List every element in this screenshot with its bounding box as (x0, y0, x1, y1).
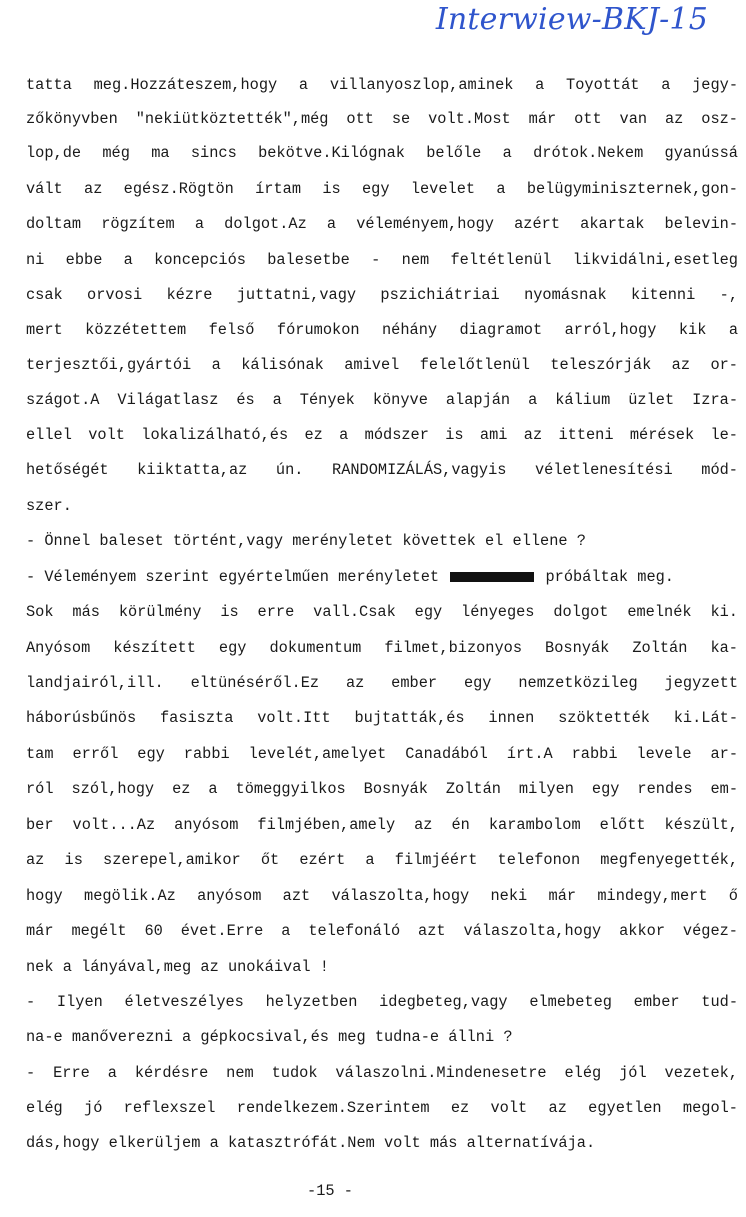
text-line: nek a lányával,meg az unokáival ! (26, 958, 329, 976)
text-line: háborúsbűnös fasiszta volt.Itt bujtatták,és innen szöktették ki.Lát- (26, 709, 738, 727)
text-line: doltam rögzítem a dolgot.Az a véleményem,hogy azért akartak belevin- (26, 215, 738, 233)
answer-line-start: - Véleményem szerint egyértelműen merényletet (26, 568, 440, 586)
text-line: Anyósom készített egy dokumentum filmet,bizonyos Bosnyák Zoltán ka- (26, 639, 738, 657)
text-line: már megélt 60 évet.Erre a telefonáló azt válaszolta,hogy akkor végez- (26, 922, 738, 940)
text-line: szer. (26, 497, 72, 515)
text-line: ellel volt lokalizálható,és ez a módszer is ami az itteni mérések le- (26, 426, 738, 444)
question-line: na-e manőverezni a gépkocsival,és meg tudna-e állni ? (26, 1028, 513, 1046)
text-line: mert közzétettem felső fórumokon néhány diagramot arról,hogy kik a (26, 321, 738, 339)
document-header: Interwiew-BKJ-15 (435, 2, 708, 37)
text-line: Sok más körülmény is erre vall.Csak egy lényeges dolgot emelnék ki. (26, 603, 738, 621)
answer-line-redacted (26, 562, 738, 592)
text-line: hetőségét kiiktatta,az ún. RANDOMIZÁLÁS,vagyis véletlenesítési mód- (26, 461, 738, 479)
text-line: lop,de még ma sincs bekötve.Kilógnak belőle a drótok.Nekem gyanússá (26, 144, 738, 162)
answer-line: - Erre a kérdésre nem tudok válaszolni.Mindenesetre elég jól vezetek, (26, 1064, 738, 1082)
question-line: - Önnel baleset történt,vagy merényletet követtek el ellene ? (26, 532, 586, 550)
answer-line-end: próbáltak meg. (545, 568, 674, 586)
question-line: - Ilyen életveszélyes helyzetben idegbeteg,vagy elmebeteg ember tud- (26, 993, 738, 1011)
page-number: -15 - (307, 1182, 353, 1200)
text-line: ni ebbe a koncepciós balesetbe - nem feltétlenül likvidálni,esetleg (26, 251, 738, 269)
text-line: csak orvosi kézre juttatni,vagy pszichiátriai nyomásnak kitenni -, (26, 286, 738, 304)
text-line: zőkönyvben "nekiütköztették",még ott se volt.Most már ott van az osz- (26, 110, 738, 128)
text-line: landjairól,ill. eltünéséről.Ez az ember egy nemzetközileg jegyzett (26, 674, 738, 692)
text-line: ber volt...Az anyósom filmjében,amely az én karambolom előtt készült, (26, 816, 738, 834)
text-line: terjesztői,gyártói a kálisónak amivel felelőtlenül teleszórják az or- (26, 356, 738, 374)
text-line: ról szól,hogy ez a tömeggyilkos Bosnyák Zoltán milyen egy rendes em- (26, 780, 738, 798)
text-line: hogy megölik.Az anyósom azt válaszolta,hogy neki már mindegy,mert ő (26, 887, 738, 905)
text-line: dás,hogy elkerüljem a katasztrófát.Nem volt más alternatívája. (26, 1134, 596, 1152)
text-line: elég jó reflexszel rendelkezem.Szerintem ez volt az egyetlen megol- (26, 1099, 738, 1117)
text-line: az is szerepel,amikor őt ezért a filmjéért telefonon megfenyegették, (26, 851, 738, 869)
text-line: vált az egész.Rögtön írtam is egy levelet a belügyminiszternek,gon- (26, 180, 738, 198)
text-line: tam erről egy rabbi levelét,amelyet Canadából írt.A rabbi levele ar- (26, 745, 738, 763)
text-line: tatta meg.Hozzáteszem,hogy a villanyoszlop,aminek a Toyottát a jegy- (26, 76, 738, 94)
text-line: szágot.A Világatlasz és a Tények könyve alapján a kálium üzlet Izra- (26, 391, 738, 409)
redaction-bar (450, 572, 534, 582)
